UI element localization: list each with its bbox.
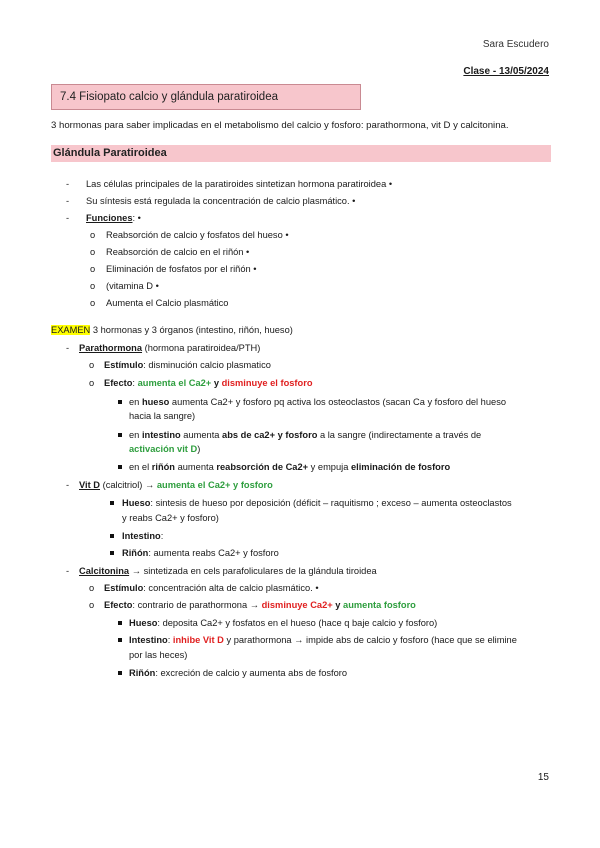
square-bullet [118,465,122,469]
pth-heading [79,342,260,355]
pth-intestino-cont [129,443,200,456]
pth-rinon [129,461,450,474]
vitd-name: Vit D [79,480,101,490]
circle-bullet: o [90,264,96,274]
dash-bullet: - [66,179,70,189]
calc-int-text: y parathormona → impide abs de calcio y fosforo (hace que se elimine [223,635,517,645]
efecto-sep: : [132,378,138,388]
calc-estimulo [104,582,319,595]
vitd-rinon [122,547,279,560]
list-item: Su síntesis está regulada la concentración de calcio plasmático. • [86,196,356,206]
circle-bullet: o [89,360,95,370]
square-bullet [110,501,114,505]
circle-bullet: o [89,583,95,593]
calc-hueso-text: : deposita Ca2+ y fosfatos en el hueso (hace q baje calcio y fosforo) [157,618,438,628]
dash-bullet: - [66,343,70,353]
list-item-funciones [86,212,141,225]
square-bullet [118,671,122,675]
pth-hueso [129,396,506,409]
dash-bullet: - [66,566,70,576]
efecto-red: disminuye el fosforo [221,378,313,388]
calc-rinon [129,667,347,680]
calc-hueso-label: Hueso [129,618,158,628]
intro-text: 3 hormonas para saber implicadas en el metabolismo del calcio y fosforo: parathormona, vit D y calcitonina. [51,120,509,131]
author-name: Sara Escudero [482,39,549,50]
rin-label: riñón [151,462,175,472]
sub-item: Eliminación de fosfatos por el riñón • [106,264,257,274]
rin-mid: aumenta [175,462,217,472]
vitd-green: aumenta el Ca2+ y fosforo [156,480,273,490]
calc-name: Calcitonina [79,566,130,576]
vitd-hueso-cont: y reabs Ca2+ y fosforo) [122,513,219,523]
square-bullet [118,400,122,404]
square-bullet [110,534,114,538]
rin-pre: en el [129,462,152,472]
circle-bullet: o [90,247,96,257]
page-title: 7.4 Fisiopato calcio y glándula paratiroidea [60,91,278,103]
int-text: a la sangre (indirectamente a través de [317,430,482,440]
examen-text: 3 hormonas y 3 órganos (intestino, riñón, hueso) [90,325,293,335]
calc-efecto [104,599,416,612]
calc-intestino-cont: por las heces) [129,650,188,660]
vitd-hueso-text: : sintesis de hueso por deposición (déficit – raquitismo ; exceso – aumenta osteoclastos [150,498,512,508]
examen-line [51,324,293,337]
estimulo-text: : disminución calcio plasmatico [143,360,271,370]
pth-intestino [129,429,481,442]
square-bullet [118,433,122,437]
dash-bullet: - [66,213,70,223]
calc-efecto-label: Efecto [104,600,133,610]
calc-efecto-red: disminuye Ca2+ [261,600,333,610]
estimulo-label: Estímulo [104,360,144,370]
examen-tag: EXAMEN [51,325,91,335]
calc-rin-label: Riñón [129,668,156,678]
section-title: Glándula Paratiroidea [53,147,167,159]
efecto-label: Efecto [104,378,133,388]
calc-int-red: inhibe Vit D [172,635,224,645]
calc-estimulo-text: : concentración alta de calcio plasmático. • [143,583,319,593]
int-pre: en [129,430,142,440]
pth-estimulo [104,359,271,372]
sub-item: (vitamina D • [106,281,159,291]
circle-bullet: o [90,230,96,240]
sub-item: Reabsorción de calcio y fosfatos del hueso • [106,230,289,240]
pth-name-tail: (hormona paratiroidea/PTH) [142,343,261,353]
calc-efecto-green: aumenta fosforo [343,600,416,610]
efecto-y: y [211,378,222,388]
calc-name-tail: → sintetizada en cels parafoliculares de la glándula tiroidea [129,566,377,576]
funciones-label: Funciones [86,213,133,223]
rin-bold: reabsorción de Ca2+ [216,462,309,472]
efecto-green: aumenta el Ca2+ [137,378,212,388]
rin-mid2: y empuja [308,462,351,472]
square-bullet [110,551,114,555]
dash-bullet: - [66,480,70,490]
calc-estimulo-label: Estímulo [104,583,144,593]
vitd-name-tail: (calcitriol) → [100,480,157,490]
title-box [51,84,361,110]
sub-item: Aumenta el Calcio plasmático [106,298,229,308]
hueso-text: aumenta Ca2+ y fosforo pq activa los osteoclastos (sacan Ca y fosforo del hueso [169,397,507,407]
class-date: Clase - 13/05/2024 [463,66,549,77]
pth-hueso-cont: hacia la sangre) [129,411,196,421]
vitd-int-label: Intestino [122,531,161,541]
calc-efecto-y: y [332,600,344,610]
int-green: activación vit D [129,444,198,454]
int-end: ) [197,444,201,454]
calc-rin-text: : excreción de calcio y aumenta abs de fosforo [155,668,348,678]
calc-intestino [129,634,517,647]
hueso-label: hueso [141,397,170,407]
circle-bullet: o [89,378,95,388]
calc-efecto-text: : contrario de parathormona → [132,600,262,610]
calc-heading [79,565,377,578]
square-bullet [118,621,122,625]
vitd-int-tail: : [160,531,164,541]
square-bullet [118,638,122,642]
circle-bullet: o [90,281,96,291]
calc-int-label: Intestino [129,635,168,645]
page-number: 15 [537,772,549,783]
vitd-rin-label: Riñón [122,548,149,558]
vitd-intestino [122,530,163,543]
dash-bullet: - [66,196,70,206]
sub-item: Reabsorción de calcio en el riñón • [106,247,250,257]
pth-name: Parathormona [79,343,143,353]
vitd-rin-text: : aumenta reabs Ca2+ y fosforo [148,548,279,558]
list-item: Las células principales de la paratiroides sintetizan hormona paratiroidea • [86,179,393,189]
int-label: intestino [141,430,181,440]
hueso-pre: en [129,397,142,407]
calc-int-sep: : [167,635,173,645]
circle-bullet: o [90,298,96,308]
calc-hueso [129,617,437,630]
vitd-hueso [122,497,512,510]
funciones-tail: : • [132,213,141,223]
int-mid: aumenta [180,430,223,440]
vitd-heading [79,479,273,492]
pth-efecto [104,377,313,390]
rin-bold2: eliminación de fosforo [350,462,451,472]
circle-bullet: o [89,600,95,610]
int-bold: abs de ca2+ y fosforo [222,430,318,440]
section-header [51,145,551,162]
vitd-hueso-label: Hueso [122,498,151,508]
